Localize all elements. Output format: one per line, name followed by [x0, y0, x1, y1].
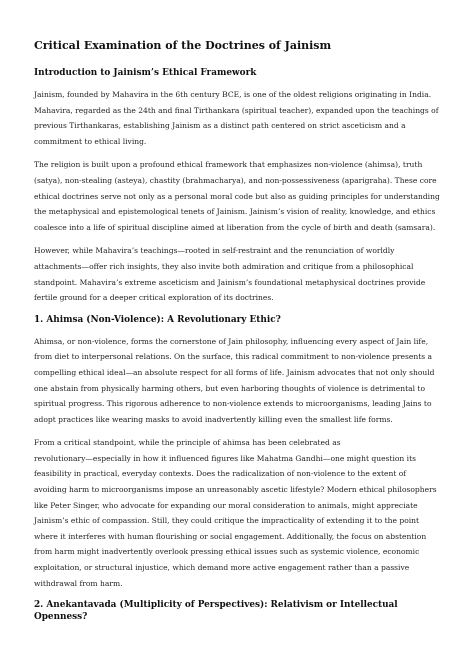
paragraph-ahimsa-1: [34, 334, 444, 428]
paragraph-line: feasibility in practical, everyday contexts. Does the radicalization of non-violence to the extent of: [34, 469, 407, 479]
paragraph-line: adopt practices like wearing masks to avoid inadvertently killing even the smallest life forms.: [34, 414, 393, 424]
paragraph-line: attachments—offer rich insights, they also invite both admiration and critique from a philosophical: [34, 261, 414, 271]
paragraph-line: coalesce into a life of spiritual discipline aimed at liberation from the cycle of birth and death (samsara).: [34, 222, 436, 232]
paragraph-line: commitment to ethical living.: [34, 136, 147, 146]
paragraph-line: previous Tirthankaras, establishing Jainism as a distinct path centered on strict asceticism and a: [34, 121, 406, 131]
paragraph-line: (satya), non-stealing (asteya), chastity (brahmacharya), and non-possessiveness (aparigraha). These core: [34, 175, 437, 185]
paragraph-line: standpoint. Mahavira’s extreme asceticism and Jainism’s foundational metaphysical doctrines provide: [34, 277, 426, 287]
paragraph-line: the metaphysical and epistemological tenets of Jainism. Jainism’s vision of reality, knowledge, and ethics: [34, 207, 436, 217]
paragraph-line: Ahimsa, or non-violence, forms the cornerstone of Jain philosophy, influencing every aspect of Jain life,: [34, 336, 429, 346]
paragraph-line: However, while Mahavira’s teachings—rooted in self-restraint and the renunciation of worldly: [34, 246, 395, 256]
paragraph-line: one abstain from physically harming others, but even harboring thoughts of violence is detrimental to: [34, 383, 426, 393]
section-heading-ahimsa: 1. Ahimsa (Non-Violence): A Revolutionary Ethic?: [34, 314, 281, 325]
paragraph-line: withdrawal from harm.: [34, 578, 123, 588]
paragraph-line: like Peter Singer, who advocate for expanding our moral consideration to animals, might appreciate: [34, 500, 418, 510]
paragraph-ahimsa-2: [34, 435, 444, 591]
document-title: Critical Examination of the Doctrines of Jainism: [34, 39, 332, 52]
paragraph-line: from diet to interpersonal relations. On the surface, this radical commitment to non-violence presents a: [34, 352, 432, 362]
paragraph-line: Mahavira, regarded as the 24th and final Tirthankara (spiritual teacher), expanded upon the teachings of: [34, 105, 439, 115]
paragraph-line: from harm might inadvertently overlook pressing ethical issues such as systemic violence, economic: [34, 547, 420, 557]
paragraph-intro-3: [34, 243, 444, 305]
paragraph-line: revolutionary—especially in how it influenced figures like Mahatma Gandhi—one might question its: [34, 453, 417, 463]
paragraph-line: avoiding harm to microorganisms impose an unreasonably ascetic lifestyle? Modern ethical philosophers: [34, 485, 437, 495]
paragraph-line: Jainism, founded by Mahavira in the 6th century BCE, is one of the oldest religions originating in India.: [34, 90, 432, 99]
paragraph-line: where it interferes with human flourishing or social engagement. Additionally, the focus on abstention: [34, 531, 427, 541]
document-page: [34, 39, 444, 623]
paragraph-line: From a critical standpoint, while the principle of ahimsa has been celebrated as: [34, 438, 341, 448]
section-heading-anekantavada: 2. Anekantavada (Multiplicity of Perspectives): Relativism or Intellectual Openness?: [34, 600, 398, 623]
paragraph-line: fertile ground for a deeper critical exploration of its doctrines.: [34, 293, 274, 303]
paragraph-intro-2: [34, 157, 444, 235]
paragraph-line: The religion is built upon a profound ethical framework that emphasizes non-violence (ahimsa), truth: [34, 160, 423, 170]
section-heading-introduction: Introduction to Jainism’s Ethical Framework: [34, 68, 257, 78]
paragraph-line: Jainism’s ethic of compassion. Still, they could critique the impracticality of extending it to the point: [34, 516, 420, 526]
paragraph-line: spiritual progress. This rigorous adherence to non-violence extends to microorganisms, leading Jains to: [34, 399, 432, 409]
paragraph-line: ethical doctrines serve not only as a personal moral code but also as guiding principles for understanding: [34, 191, 440, 201]
paragraph-line: compelling ethical ideal—an absolute respect for all forms of life. Jainism advocates that not only should: [34, 367, 435, 377]
paragraph-line: exploitation, or structural injustice, which demand more active engagement rather than a passive: [34, 563, 410, 573]
paragraph-intro-1: [34, 87, 444, 149]
